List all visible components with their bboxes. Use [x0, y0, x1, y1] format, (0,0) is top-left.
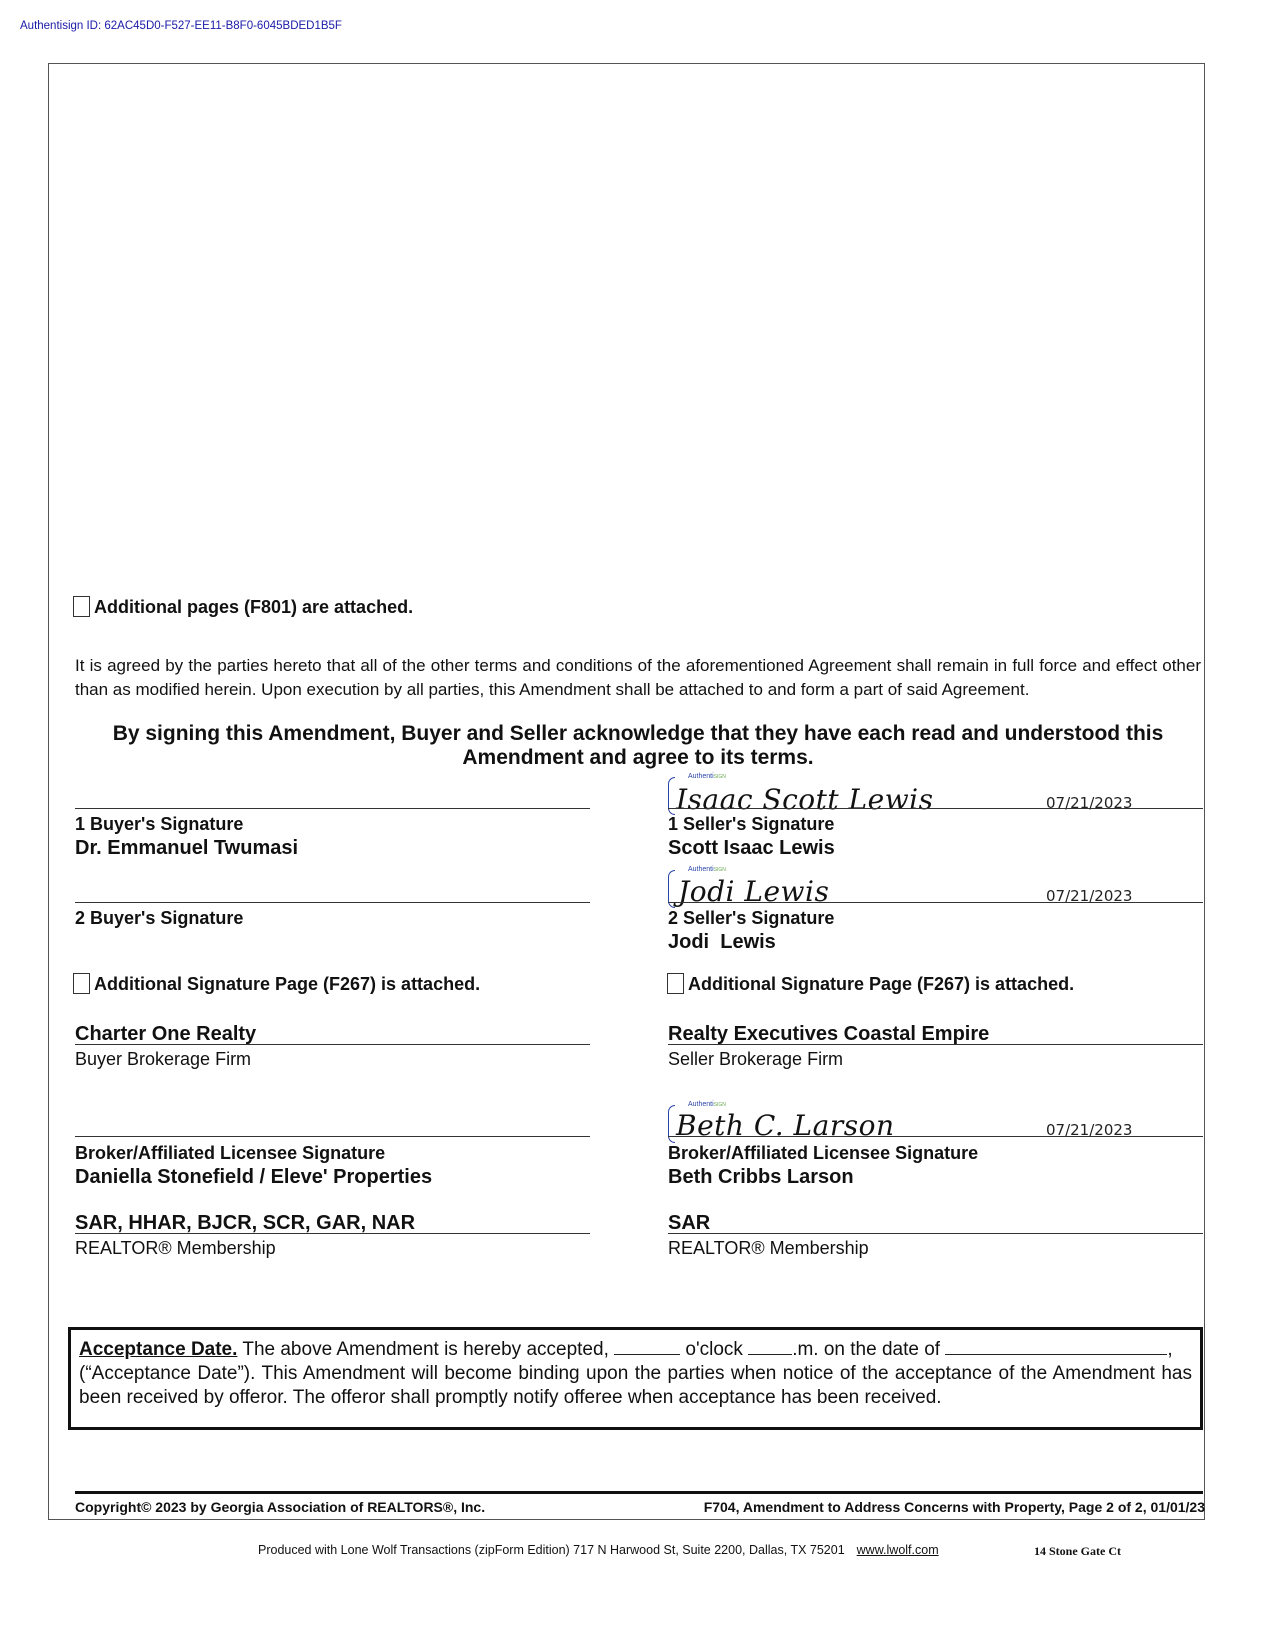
stamp-bracket — [668, 1105, 675, 1143]
seller-brokerage-firm: Realty Executives Coastal Empire — [668, 1023, 990, 1045]
seller-membership-line — [668, 1233, 1203, 1234]
authentisign-id: Authentisign ID: 62AC45D0-F527-EE11-B8F0-6045BDED1B5F — [20, 20, 342, 32]
seller-2-signature-line[interactable] — [668, 902, 1203, 903]
acceptance-hour-blank[interactable] — [614, 1338, 680, 1355]
buyer-1-signature-label: 1 Buyer's Signature — [75, 814, 244, 834]
authentisign-logo: AuthentiSIGN — [688, 866, 726, 873]
acceptance-text-1: The above Amendment is hereby accepted, — [242, 1339, 609, 1360]
produced-by-line — [258, 1543, 939, 1557]
seller-brokerage-label: Seller Brokerage Firm — [668, 1049, 844, 1069]
seller-membership: SAR — [668, 1212, 711, 1234]
acceptance-ampm-blank[interactable] — [748, 1338, 792, 1355]
seller-broker-signature-line[interactable] — [668, 1136, 1203, 1137]
buyer-additional-sig-checkbox[interactable] — [73, 973, 90, 994]
seller-broker-signature-date: 07/21/2023 — [1046, 1121, 1133, 1139]
seller-additional-sig-row — [667, 974, 1074, 996]
buyer-2-signature-line[interactable] — [75, 902, 590, 903]
buyer-broker-signature-label: Broker/Affiliated Licensee Signature — [75, 1143, 386, 1163]
seller-1-signature-image: Isaac Scott Lewis — [676, 783, 934, 816]
seller-2-signature-date: 07/21/2023 — [1046, 887, 1133, 905]
seller-1-name: Scott Isaac Lewis — [668, 837, 835, 859]
additional-pages-row — [73, 597, 413, 619]
buyer-2-signature-label: 2 Buyer's Signature — [75, 908, 244, 928]
seller-1-signature-line[interactable] — [668, 808, 1203, 809]
buyer-additional-sig-label: Additional Signature Page (F267) is attached. — [94, 974, 481, 994]
seller-1-signature-date: 07/21/2023 — [1046, 794, 1133, 812]
buyer-broker-signature-line[interactable] — [75, 1136, 590, 1137]
buyer-membership-label: REALTOR® Membership — [75, 1238, 276, 1258]
authentisign-logo: AuthentiSIGN — [688, 773, 726, 780]
acceptance-date-box — [68, 1327, 1203, 1430]
seller-2-signature-image: Jodi Lewis — [678, 875, 830, 908]
seller-additional-sig-label: Additional Signature Page (F267) is attached. — [688, 974, 1075, 994]
seller-membership-label: REALTOR® Membership — [668, 1238, 869, 1258]
acceptance-text-2: o'clock — [685, 1339, 743, 1360]
seller-additional-sig-checkbox[interactable] — [667, 973, 684, 994]
buyer-membership: SAR, HHAR, BJCR, SCR, GAR, NAR — [75, 1212, 416, 1234]
produced-by-text: Produced with Lone Wolf Transactions (zipForm Edition) 717 N Harwood St, Suite 2200, Dallas, TX 75201 — [258, 1543, 845, 1557]
buyer-1-signature-line[interactable] — [75, 808, 590, 809]
seller-2-signature-label: 2 Seller's Signature — [668, 908, 835, 928]
buyer-brokerage-line — [75, 1044, 590, 1045]
buyer-brokerage-label: Buyer Brokerage Firm — [75, 1049, 252, 1069]
footer-copyright: Copyright© 2023 by Georgia Association of REALTORS®, Inc. — [75, 1499, 486, 1515]
acceptance-text-4: , — [1167, 1339, 1173, 1360]
seller-broker-signature-image: Beth C. Larson — [676, 1109, 895, 1142]
acknowledgement-heading: By signing this Amendment, Buyer and Seller acknowledge that they have each read and understood this Amendment and agree to its terms. — [112, 722, 1164, 769]
footer-rule — [75, 1491, 1203, 1494]
buyer-membership-line — [75, 1233, 590, 1234]
buyer-brokerage-firm: Charter One Realty — [75, 1023, 257, 1045]
seller-2-name: Jodi Lewis — [668, 931, 776, 953]
lwolf-link[interactable]: www.lwolf.com — [856, 1543, 939, 1557]
seller-brokerage-line — [668, 1044, 1203, 1045]
additional-pages-checkbox[interactable] — [73, 596, 90, 617]
footer-form-info: F704, Amendment to Address Concerns with Property, Page 2 of 2, 01/01/23 — [703, 1499, 1205, 1515]
buyer-broker-name: Daniella Stonefield / Eleve' Properties — [75, 1166, 433, 1188]
page-frame — [48, 63, 1205, 1520]
seller-broker-name: Beth Cribbs Larson — [668, 1166, 854, 1188]
additional-pages-label: Additional pages (F801) are attached. — [94, 597, 414, 617]
acceptance-title: Acceptance Date. — [79, 1339, 238, 1360]
property-address: 14 Stone Gate Ct — [1034, 1544, 1121, 1558]
acceptance-date-blank[interactable] — [945, 1338, 1167, 1355]
authentisign-logo: AuthentiSIGN — [688, 1101, 726, 1108]
seller-1-signature-label: 1 Seller's Signature — [668, 814, 835, 834]
acceptance-text-3: .m. on the date of — [792, 1339, 941, 1360]
seller-broker-signature-label: Broker/Affiliated Licensee Signature — [668, 1143, 979, 1163]
buyer-additional-sig-row — [73, 974, 480, 996]
acceptance-text-5: (“Acceptance Date”). This Amendment will become binding upon the parties when notice of the acceptance of the Amendment has been received by offeror. The offeror shall promptly notify offeree when acceptance has been received. — [79, 1363, 1192, 1408]
stamp-bracket — [668, 777, 675, 815]
terms-paragraph: It is agreed by the parties hereto that all of the other terms and conditions of the aforementioned Agreement shall remain in full force and effect other than as modified herein. Upon execution by all parties, this Amendment shall be attached to and form a part of said Agreement. — [75, 656, 1201, 699]
buyer-1-name: Dr. Emmanuel Twumasi — [75, 837, 299, 859]
